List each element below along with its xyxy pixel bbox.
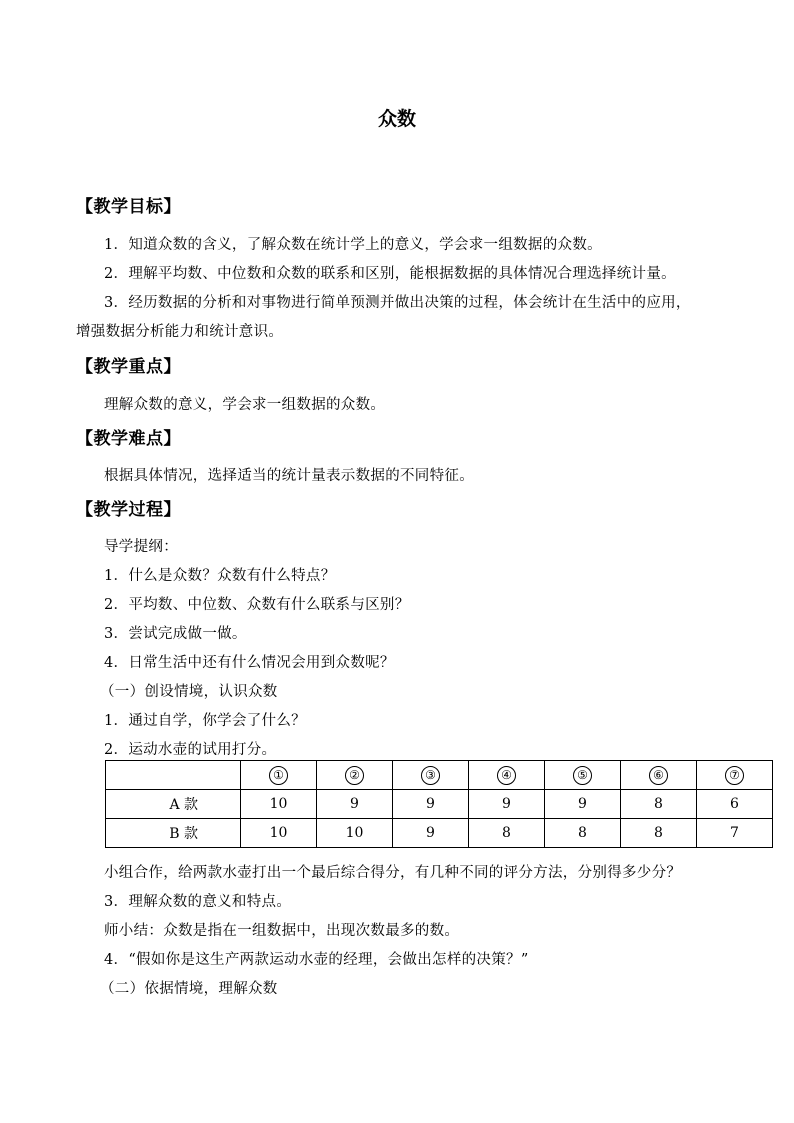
table-header-cell: ① bbox=[241, 761, 317, 790]
table-row bbox=[106, 790, 773, 819]
table-cell: 8 bbox=[469, 819, 545, 848]
table-header-cell: ⑥ bbox=[621, 761, 697, 790]
part1-title: （一）创设情境，认识众数 bbox=[100, 684, 278, 700]
table-cell: 9 bbox=[393, 790, 469, 819]
outline-item-3: 3．尝试完成做一做。 bbox=[104, 626, 247, 642]
goal-line-1: 1．知道众数的含义，了解众数在统计学上的意义，学会求一组数据的众数。 bbox=[104, 237, 602, 253]
table-cell: 9 bbox=[393, 819, 469, 848]
table-cell: 8 bbox=[621, 790, 697, 819]
part1-item-1: 1．通过自学，你学会了什么？ bbox=[104, 713, 306, 729]
after-table-line-4: 4．“假如你是这生产两款运动水壶的经理，会做出怎样的决策？” bbox=[104, 952, 529, 968]
difficult-line-1: 根据具体情况，选择适当的统计量表示数据的不同特征。 bbox=[104, 468, 474, 484]
table-row-label: A 款 bbox=[106, 790, 241, 819]
table-corner-cell bbox=[106, 761, 241, 790]
key-line-1: 理解众数的意义，学会求一组数据的众数。 bbox=[104, 397, 386, 413]
page-title: 众数 bbox=[377, 108, 416, 130]
outline-item-4: 4．日常生活中还有什么情况会用到众数呢？ bbox=[104, 655, 395, 671]
part2-title: （二）依据情境，理解众数 bbox=[100, 981, 278, 997]
table-row bbox=[106, 819, 773, 848]
outline-item-2: 2．平均数、中位数、众数有什么联系与区别？ bbox=[104, 597, 410, 613]
table-cell: 9 bbox=[469, 790, 545, 819]
after-table-line-2: 3．理解众数的意义和特点。 bbox=[104, 894, 292, 910]
table-cell: 7 bbox=[697, 819, 773, 848]
part1-item-2: 2．运动水壶的试用打分。 bbox=[104, 742, 277, 758]
section-heading-process: 【教学过程】 bbox=[76, 500, 181, 520]
table-header-row bbox=[106, 761, 773, 790]
table-cell: 10 bbox=[241, 790, 317, 819]
table-cell: 8 bbox=[545, 819, 621, 848]
score-table bbox=[105, 760, 773, 848]
table-header-cell: ⑦ bbox=[697, 761, 773, 790]
outline-item-1: 1．什么是众数？众数有什么特点？ bbox=[104, 568, 336, 584]
section-heading-goal: 【教学目标】 bbox=[76, 197, 181, 217]
table-cell: 8 bbox=[621, 819, 697, 848]
section-heading-difficult: 【教学难点】 bbox=[76, 429, 181, 449]
outline-title: 导学提纲： bbox=[104, 539, 178, 555]
goal-line-4: 增强数据分析能力和统计意识。 bbox=[76, 324, 284, 340]
table-header-cell: ② bbox=[317, 761, 393, 790]
table-cell: 6 bbox=[697, 790, 773, 819]
table-header-cell: ③ bbox=[393, 761, 469, 790]
goal-line-3: 3．经历数据的分析和对事物进行简单预测并做出决策的过程，体会统计在生活中的应用， bbox=[104, 295, 691, 311]
table-row-label: B 款 bbox=[106, 819, 241, 848]
table-cell: 10 bbox=[317, 819, 393, 848]
table-cell: 10 bbox=[241, 819, 317, 848]
after-table-line-3: 师小结：众数是指在一组数据中，出现次数最多的数。 bbox=[104, 923, 460, 939]
goal-line-2: 2．理解平均数、中位数和众数的联系和区别，能根据数据的具体情况合理选择统计量。 bbox=[104, 266, 676, 282]
table-cell: 9 bbox=[545, 790, 621, 819]
section-heading-key: 【教学重点】 bbox=[76, 357, 181, 377]
table-cell: 9 bbox=[317, 790, 393, 819]
table-header-cell: ⑤ bbox=[545, 761, 621, 790]
after-table-line-1: 小组合作，给两款水壶打出一个最后综合得分，有几种不同的评分方法，分别得多少分？ bbox=[104, 865, 682, 881]
table-header-cell: ④ bbox=[469, 761, 545, 790]
